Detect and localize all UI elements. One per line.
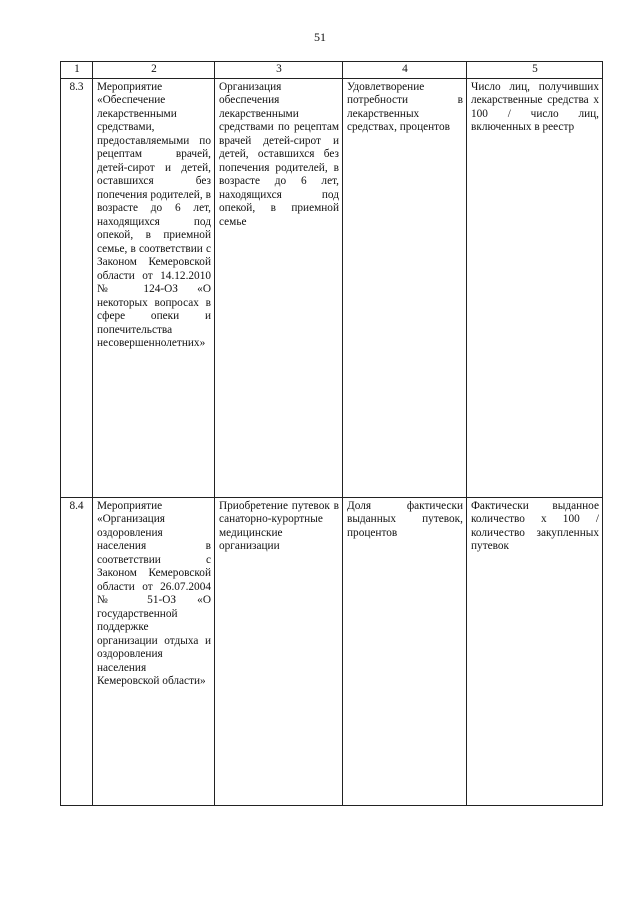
header-cell-col4: 4 [343,62,467,79]
header-cell-col2: 2 [93,62,215,79]
header-cell-col5: 5 [467,62,603,79]
formula-cell: Число лиц, получивших лекарственные средства х 100 / число лиц, включенных в реестр [467,78,603,497]
page-number: 51 [314,30,326,44]
event-cell: Мероприятие «Организация оздоровления населения в соответствии с Законом Кемеровской области от 26.07.2004 № 51-ОЗ «О государственной поддержке организации отдыха и оздоровления населения Кемеровской области» [93,497,215,805]
formula-cell: Фактически выданное количество х 100 / количество закупленных путевок [467,497,603,805]
event-cell: Мероприятие «Обеспечение лекарственными средствами, предоставляемыми по рецептам врачей, детей-сирот и детей, оставшихся без попечения родителей, в возрасте до 6 лет, находящихся под опекой, в приемной семье, в соответствии с Законом Кемеровской области от 14.12.2010 № 124-ОЗ «О некоторых вопросах в сфере опеки и попечительства несовершеннолетних» [93,78,215,497]
content-cell: Организация обеспечения лекарственными средствами по рецептам врачей детей-сирот и детей, оставшихся без попечения родителей, в возрасте до 6 лет, находящихся под опекой, в приемной семье [215,78,343,497]
row-number-cell: 8.3 [61,78,93,497]
content-cell: Приобретение путевок в санаторно-курортные медицинские организации [215,497,343,805]
table-header-row [61,62,603,79]
row-number-cell: 8.4 [61,497,93,805]
header-cell-col1: 1 [61,62,93,79]
indicator-cell: Удовлетворение потребности в лекарственных средствах, процентов [343,78,467,497]
table-row-8-4 [61,497,603,805]
indicator-cell: Доля фактически выданных путевок, процентов [343,497,467,805]
table-row-8-3 [61,78,603,497]
header-cell-col3: 3 [215,62,343,79]
indicators-table [60,61,603,806]
